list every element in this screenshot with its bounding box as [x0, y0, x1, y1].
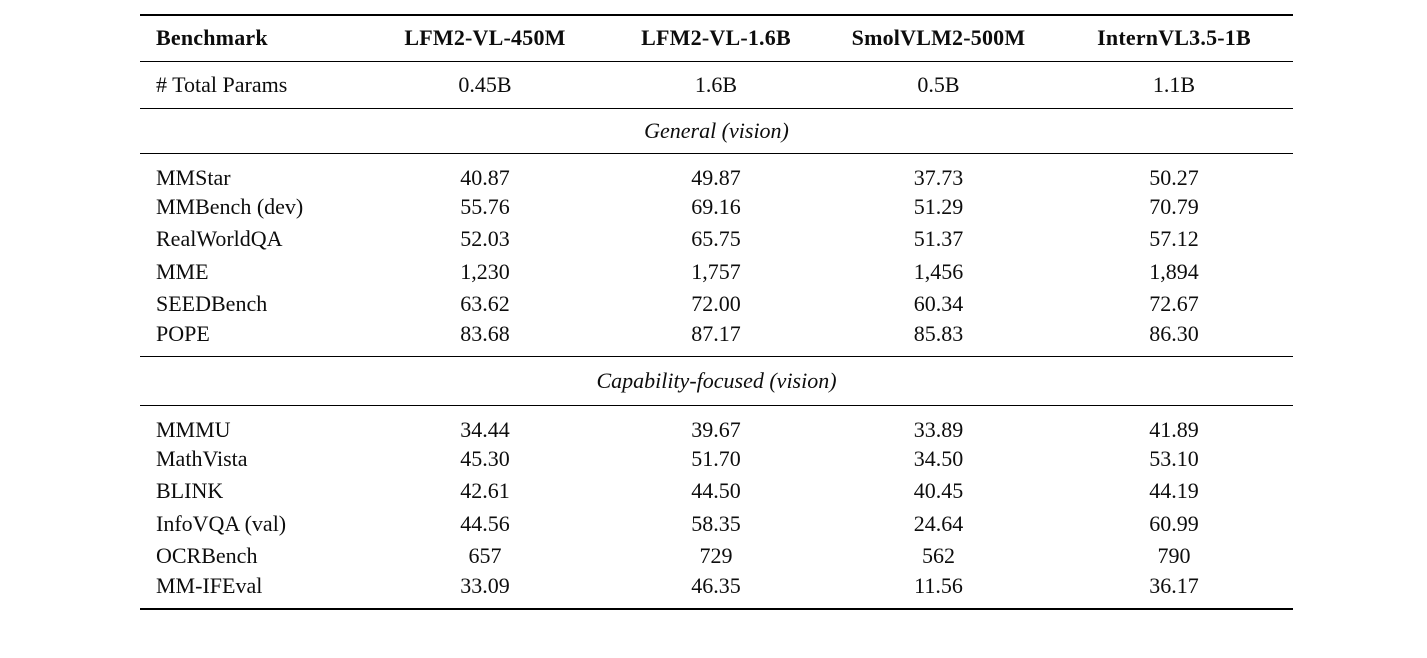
score-cell: 52.03	[460, 226, 510, 252]
row-ocrbench	[140, 540, 1293, 573]
section-title: General (vision)	[644, 117, 789, 143]
benchmark-name: RealWorldQA	[156, 226, 283, 252]
score-cell: 33.89	[913, 416, 964, 442]
score-cell: 39.67	[691, 416, 741, 442]
score-cell: 37.73	[913, 164, 964, 190]
score-cell: 1,230	[460, 258, 510, 284]
score-cell: 40.87	[460, 164, 510, 190]
score-cell: 790	[1157, 543, 1191, 569]
benchmark-name: MMMU	[156, 416, 231, 442]
score-cell: 45.30	[460, 445, 510, 471]
score-cell: 41.89	[1149, 416, 1199, 442]
row-mmbench-dev	[140, 191, 1293, 224]
col-header-lfm2-vl-1-6b: LFM2-VL-1.6B	[641, 25, 791, 51]
score-cell: 69.16	[691, 193, 741, 219]
params-cell: 0.45B	[458, 71, 512, 97]
params-cell: 0.5B	[917, 71, 960, 97]
benchmark-name: InfoVQA (val)	[156, 510, 287, 536]
score-cell: 1,757	[691, 258, 741, 284]
score-cell: 86.30	[1149, 320, 1199, 346]
benchmark-name: MMBench (dev)	[156, 193, 304, 219]
score-cell: 70.79	[1149, 193, 1199, 219]
score-cell: 50.27	[1149, 164, 1199, 190]
row-mme	[140, 256, 1293, 289]
score-cell: 87.17	[691, 320, 741, 346]
score-cell: 44.19	[1149, 478, 1199, 504]
col-header-benchmark: Benchmark	[156, 25, 268, 51]
total-params-row	[140, 61, 1293, 108]
score-cell: 46.35	[691, 572, 741, 598]
score-cell: 44.50	[691, 478, 741, 504]
row-mmstar	[140, 153, 1293, 191]
section-header-capability-focused-vision	[140, 356, 1293, 405]
score-cell: 40.45	[913, 478, 964, 504]
row-infovqa-val	[140, 508, 1293, 541]
benchmark-name: MathVista	[156, 445, 248, 471]
score-cell: 33.09	[460, 572, 510, 598]
score-cell: 51.29	[913, 193, 964, 219]
score-cell: 58.35	[691, 510, 741, 536]
row-blink	[140, 475, 1293, 508]
benchmark-name: SEEDBench	[156, 291, 268, 317]
score-cell: 49.87	[691, 164, 741, 190]
score-cell: 36.17	[1149, 572, 1199, 598]
col-header-smolvlm2-500m: SmolVLM2-500M	[851, 25, 1026, 51]
score-cell: 51.70	[691, 445, 741, 471]
score-cell: 729	[699, 543, 733, 569]
score-cell: 57.12	[1149, 226, 1199, 252]
score-cell: 44.56	[460, 510, 510, 536]
section-header-general-vision	[140, 108, 1293, 153]
score-cell: 1,456	[913, 258, 964, 284]
score-cell: 657	[468, 543, 502, 569]
row-mmmu	[140, 405, 1293, 443]
row-pope	[140, 321, 1293, 357]
score-cell: 34.50	[913, 445, 964, 471]
score-cell: 60.99	[1149, 510, 1199, 536]
score-cell: 72.67	[1149, 291, 1199, 317]
row-mm-ifeval	[140, 573, 1293, 609]
col-header-lfm2-vl-450m: LFM2-VL-450M	[404, 25, 566, 51]
benchmark-name: OCRBench	[156, 543, 258, 569]
score-cell: 55.76	[460, 193, 510, 219]
score-cell: 24.64	[913, 510, 964, 536]
row-realworldqa	[140, 223, 1293, 256]
score-cell: 51.37	[913, 226, 964, 252]
benchmark-name: POPE	[156, 320, 210, 346]
score-cell: 42.61	[460, 478, 510, 504]
score-cell: 562	[922, 543, 955, 569]
score-cell: 1,894	[1149, 258, 1199, 284]
score-cell: 85.83	[913, 320, 964, 346]
params-cell: 1.6B	[694, 71, 738, 97]
score-cell: 53.10	[1149, 445, 1199, 471]
benchmark-name: MMStar	[156, 164, 231, 190]
score-cell: 34.44	[460, 416, 510, 442]
benchmark-name: BLINK	[156, 478, 224, 504]
score-cell: 72.00	[691, 291, 741, 317]
score-cell: 63.62	[460, 291, 510, 317]
benchmark-table-container	[140, 14, 1293, 610]
section-title: Capability-focused (vision)	[596, 367, 837, 393]
score-cell: 11.56	[914, 572, 963, 598]
benchmark-name: MME	[156, 258, 209, 284]
col-header-internvl3-5-1b: InternVL3.5-1B	[1097, 25, 1251, 51]
row-seedbench	[140, 288, 1293, 321]
header-row	[140, 15, 1293, 61]
score-cell: 83.68	[460, 320, 510, 346]
params-cell: 1.1B	[1152, 71, 1196, 97]
params-row-label: # Total Params	[156, 71, 288, 97]
benchmark-table	[140, 14, 1293, 610]
benchmark-name: MM-IFEval	[156, 572, 263, 598]
score-cell: 60.34	[913, 291, 964, 317]
row-mathvista	[140, 443, 1293, 476]
score-cell: 65.75	[691, 226, 741, 252]
